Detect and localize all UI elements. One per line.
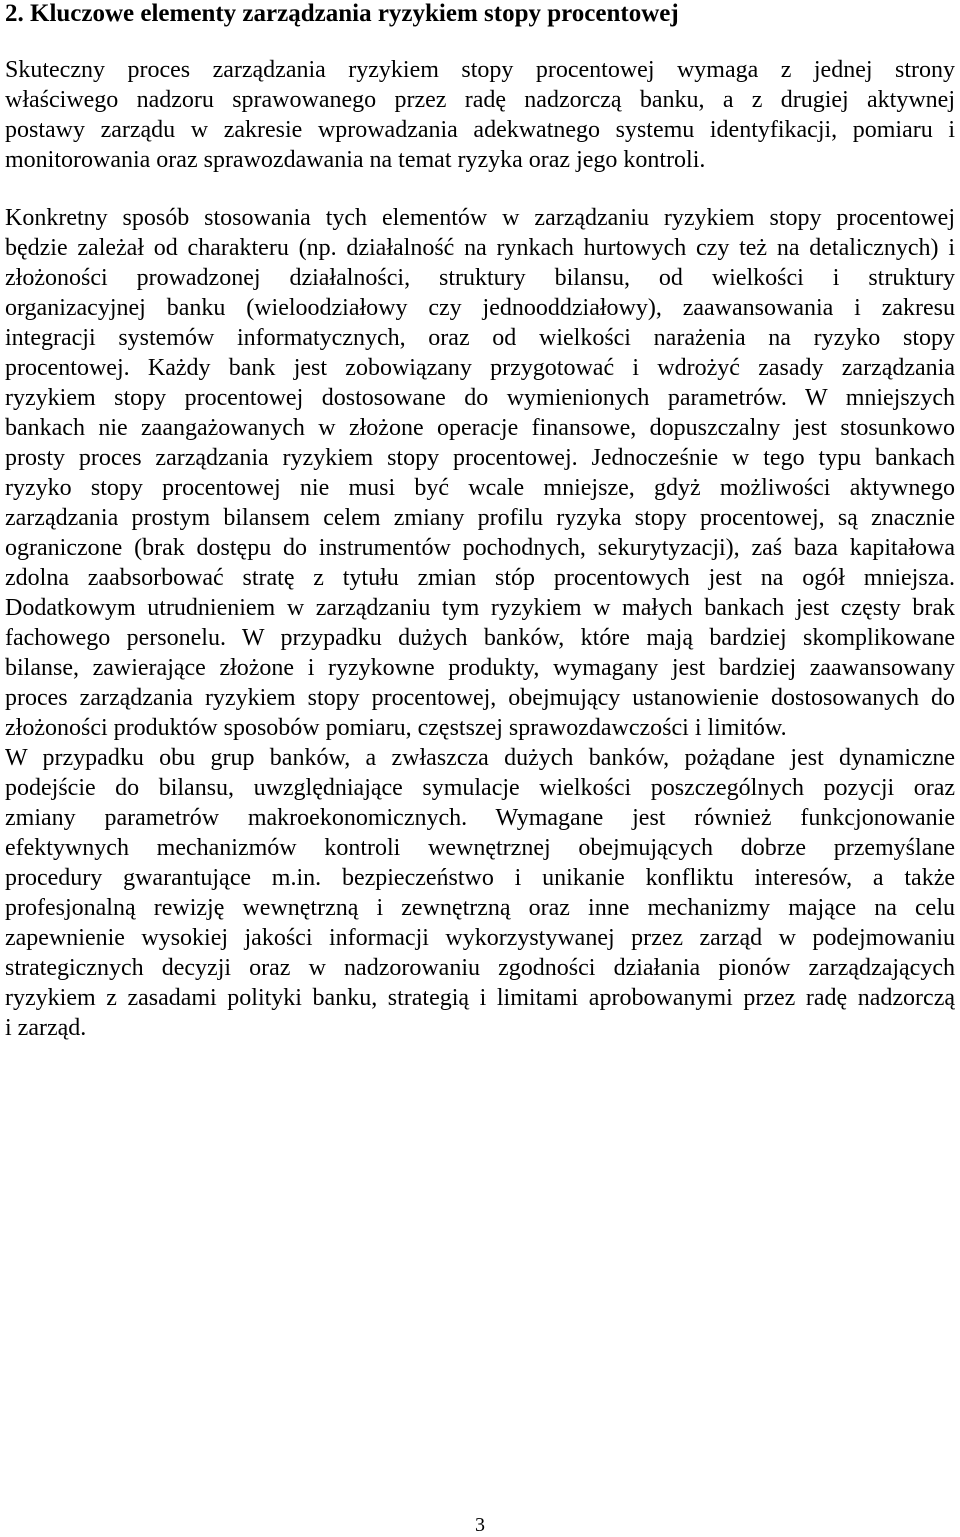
paragraph-3 — [5, 743, 955, 1043]
text-line: Konkretny sposób stosowania tych elementów w zarządzaniu ryzykiem stopy procentowej — [5, 205, 955, 231]
section-heading: 2. Kluczowe elementy zarządzania ryzykiem stopy procentowej — [5, 0, 679, 27]
text-line: i zarząd. — [5, 1015, 87, 1041]
text-line: zdolna zaabsorbować stratę z tytułu zmian stóp procentowych jest na ogół mniejsza. — [5, 565, 955, 591]
text-line: bilanse, zawierające złożone i ryzykowne produkty, wymagany jest bardziej zaawansowany — [5, 655, 955, 681]
text-line: proces zarządzania ryzykiem stopy procentowej, obejmujący ustanowienie dostosowanych do — [5, 685, 955, 711]
text-line: zapewnienie wysokiej jakości informacji wykorzystywanej przez zarząd w podejmowaniu — [5, 925, 955, 951]
text-line: ryzykiem z zasadami polityki banku, strategią i limitami aprobowanymi przez radę nadzorczą — [5, 985, 955, 1011]
text-line: zarządzania prostym bilansem celem zmiany profilu ryzyka stopy procentowej, są znacznie — [5, 505, 955, 531]
text-line: podejście do bilansu, uwzględniające symulacje wielkości poszczególnych pozycji oraz — [5, 775, 955, 801]
text-line: procentowej. Każdy bank jest zobowiązany przygotować i wdrożyć zasady zarządzania — [5, 355, 955, 381]
page-number: 3 — [475, 1514, 485, 1536]
text-line: profesjonalną rewizję wewnętrzną i zewnętrzną oraz inne mechanizmy mające na celu — [5, 895, 955, 921]
text-line: fachowego personelu. W przypadku dużych banków, które mają bardziej skomplikowane — [5, 625, 955, 651]
paragraph-1 — [5, 55, 955, 175]
text-line: W przypadku obu grup banków, a zwłaszcza dużych banków, pożądane jest dynamiczne — [5, 745, 955, 771]
text-line: Skuteczny proces zarządzania ryzykiem stopy procentowej wymaga z jednej strony — [5, 57, 955, 83]
text-line: bankach nie zaangażowanych w złożone operacje finansowe, dopuszczalny jest stosunkowo — [5, 415, 955, 441]
text-line: organizacyjnej banku (wieloodziałowy czy jednooddziałowy), zaawansowania i zakresu — [5, 295, 955, 321]
text-line: prosty proces zarządzania ryzykiem stopy procentowej. Jednocześnie w tego typu bankach — [5, 445, 955, 471]
text-line: ograniczone (brak dostępu do instrumentów pochodnych, sekurytyzacji), zaś baza kapitałowa — [5, 535, 955, 561]
text-line: ryzyko stopy procentowej nie musi być wcale mniejsze, gdyż możliwości aktywnego — [5, 475, 955, 501]
text-line: postawy zarządu w zakresie wprowadzania adekwatnego systemu identyfikacji, pomiaru i — [5, 117, 955, 143]
text-line: integracji systemów informatycznych, oraz od wielkości narażenia na ryzyko stopy — [5, 325, 955, 351]
text-line: efektywnych mechanizmów kontroli wewnętrznej obejmujących dobrze przemyślane — [5, 835, 955, 861]
text-line: procedury gwarantujące m.in. bezpieczeństwo i unikanie konfliktu interesów, a także — [5, 865, 955, 891]
text-line: złożoności prowadzonej działalności, struktury bilansu, od wielkości i struktury — [5, 265, 955, 291]
text-line: strategicznych decyzji oraz w nadzorowaniu zgodności działania pionów zarządzających — [5, 955, 955, 981]
paragraph-2 — [5, 203, 955, 743]
text-line: będzie zależał od charakteru (np. działalność na rynkach hurtowych czy też na detalicznych) i — [5, 235, 955, 261]
text-line: Dodatkowym utrudnieniem w zarządzaniu tym ryzykiem w małych bankach jest częsty brak — [5, 595, 955, 621]
text-line: monitorowania oraz sprawozdawania na temat ryzyka oraz jego kontroli. — [5, 147, 706, 173]
text-line: ryzykiem stopy procentowej dostosowane do wymienionych parametrów. W mniejszych — [5, 385, 955, 411]
text-line: złożoności produktów sposobów pomiaru, częstszej sprawozdawczości i limitów. — [5, 715, 787, 741]
text-line: właściwego nadzoru sprawowanego przez radę nadzorczą banku, a z drugiej aktywnej — [5, 87, 955, 113]
text-line: zmiany parametrów makroekonomicznych. Wymagane jest również funkcjonowanie — [5, 805, 955, 831]
